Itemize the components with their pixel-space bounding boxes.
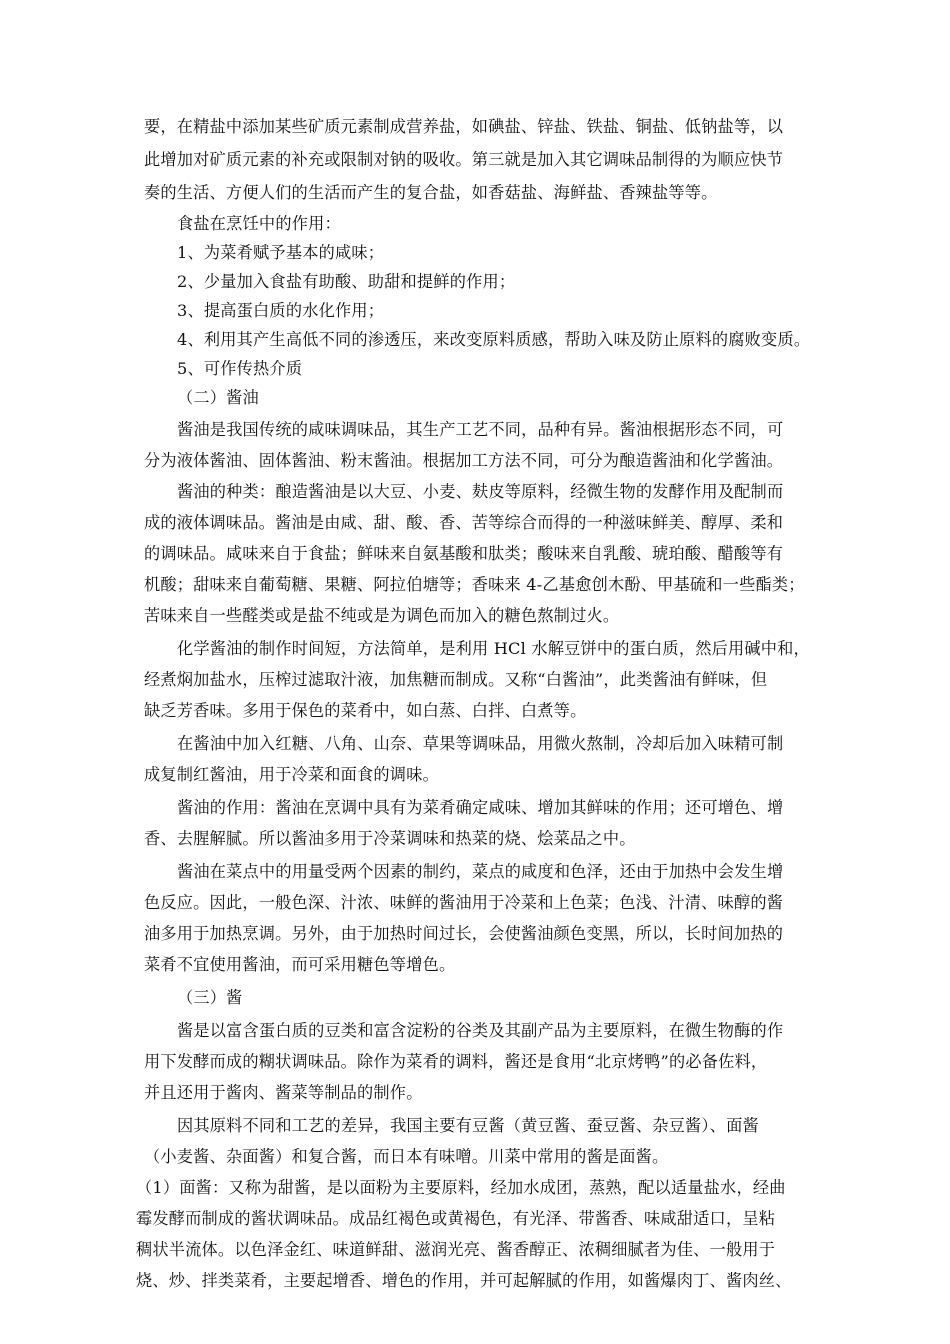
list-item: 3、提高蛋白质的水化作用；: [177, 301, 385, 320]
text-line: 酱油是我国传统的咸味调味品，其生产工艺不同，品种有异。酱油根据形态不同，可: [177, 420, 784, 439]
text-line: 要，在精盐中添加某些矿质元素制成营养盐，如碘盐、锌盐、铁盐、铜盐、低钠盐等，以: [144, 117, 784, 136]
text-line: 酱是以富含蛋白质的豆类和富含淀粉的谷类及其副产品为主要原料，在微生物酶的作: [177, 1021, 784, 1040]
section-heading: （二）酱油: [177, 388, 259, 407]
text-line: 油多用于加热烹调。另外，由于加热时间过长，会使酱油颜色变黑，所以，长时间加热的: [144, 924, 784, 943]
text-line: 稠状半流体。以色泽金红、味道鲜甜、滋润光亮、酱香醇正、浓稠细腻者为佳、一般用于: [136, 1240, 776, 1259]
list-item: 5、可作传热介质: [177, 359, 303, 378]
text-line: 化学酱油的制作时间短，方法简单，是利用 HCl 水解豆饼中的蛋白质，然后用碱中和，: [177, 639, 810, 658]
text-line: 酱油的作用：酱油在烹调中具有为菜肴确定咸味、增加其鲜味的作用；还可增色、增: [177, 798, 784, 817]
text-line: （小麦酱、杂面酱）和复合酱，而日本有味噌。川菜中常用的酱是面酱。: [144, 1147, 669, 1166]
text-line: 并且还用于酱肉、酱菜等制品的制作。: [144, 1083, 423, 1102]
text-line: 在酱油中加入红糖、八角、山奈、草果等调味品，用微火熬制，冷却后加入味精可制: [177, 734, 784, 753]
text-line: 此增加对矿质元素的补充或限制对钠的吸收。第三就是加入其它调味品制得的为顺应快节: [144, 150, 784, 169]
text-line: 色反应。因此，一般色深、汁浓、味鲜的酱油用于冷菜和上色菜；色浅、汁清、味醇的酱: [144, 893, 784, 912]
text-line: 香、去腥解腻。所以酱油多用于冷菜调味和热菜的烧、烩菜品之中。: [144, 829, 636, 848]
text-line: 用下发酵而成的糊状调味品。除作为菜肴的调料，酱还是食用“北京烤鸭”的必备佐料，: [144, 1052, 768, 1071]
text-line: 的调味品。咸味来自于食盐；鲜味来自氨基酸和肽类；酸味来自乳酸、琥珀酸、醋酸等有: [144, 544, 784, 563]
text-line: 苦味来自一些醛类或是盐不纯或是为调色而加入的糖色熬制过火。: [144, 606, 620, 625]
text-line: 食盐在烹饪中的作用：: [177, 214, 341, 233]
text-line: （1）面酱：又称为甜酱，是以面粉为主要原料，经加水成团，蒸熟，配以适量盐水，经曲: [136, 1178, 786, 1197]
text-line: 成复制红酱油，用于冷菜和面食的调味。: [144, 765, 439, 784]
text-line: 因其原料不同和工艺的差异，我国主要有豆酱（黄豆酱、蚕豆酱、杂豆酱）、面酱: [177, 1116, 759, 1135]
text-line: 菜肴不宜使用酱油，而可采用糖色等增色。: [144, 955, 456, 974]
text-line: 成的液体调味品。酱油是由咸、甜、酸、香、苦等综合而得的一种滋味鲜美、醇厚、柔和: [144, 513, 784, 532]
text-line: 分为液体酱油、固体酱油、粉末酱油。根据加工方法不同，可分为酿造酱油和化学酱油。: [144, 451, 784, 470]
list-item: 1、为菜肴赋予基本的咸味；: [177, 243, 385, 262]
text-line: 酱油在菜点中的用量受两个因素的制约，菜点的咸度和色泽，还由于加热中会发生增: [177, 862, 784, 881]
text-line: 机酸；甜味来自葡萄糖、果糖、阿拉伯塘等；香味来 4-乙基愈创木酚、甲基硫和一些酯类；: [144, 575, 805, 594]
text-line: 经煮焖加盐水，压榨过滤取汁液，加焦糖而制成。又称“白酱油”，此类酱油有鲜味，但: [144, 670, 768, 689]
section-heading: （三）酱: [177, 988, 243, 1007]
list-item: 2、少量加入食盐有助酸、助甜和提鲜的作用；: [177, 272, 516, 291]
list-item: 4、利用其产生高低不同的渗透压，来改变原料质感，帮助入味及防止原料的腐败变质。: [177, 330, 811, 349]
text-line: 酱油的种类：酿造酱油是以大豆、小麦、麸皮等原料，经微生物的发酵作用及配制而: [177, 482, 784, 501]
text-line: 缺乏芳香味。多用于保色的菜肴中，如白蒸、白拌、白煮等。: [144, 701, 587, 720]
text-line: 霉发酵而制成的酱状调味品。成品红褐色或黄褐色，有光泽、带酱香、味咸甜适口，呈粘: [136, 1209, 776, 1228]
text-line: 烧、炒、拌类菜肴，主要起增香、增色的作用，并可起解腻的作用，如酱爆肉丁、酱肉丝、: [136, 1271, 792, 1290]
text-line: 奏的生活、方便人们的生活而产生的复合盐，如香菇盐、海鲜盐、香辣盐等等。: [144, 183, 718, 202]
